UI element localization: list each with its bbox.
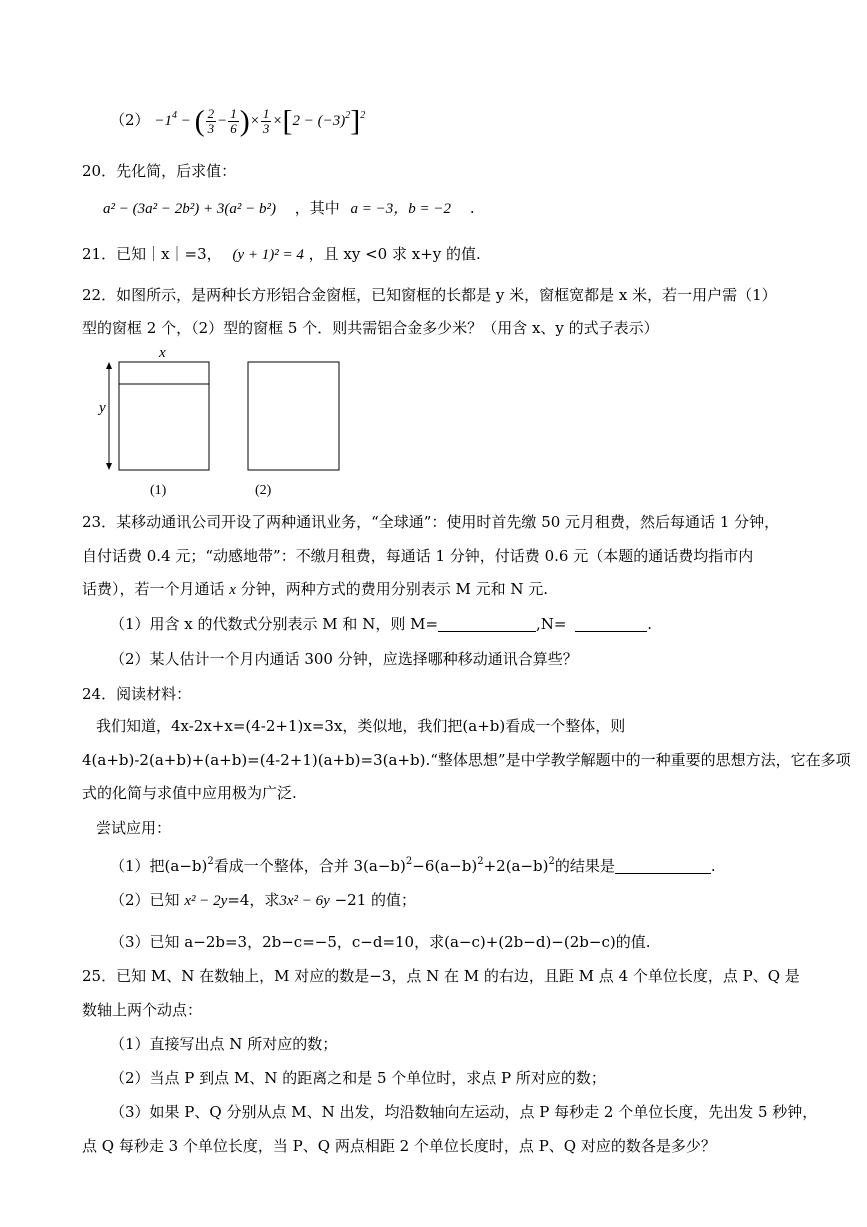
q24-sub2-expr2: 3x² − 6y bbox=[279, 893, 330, 909]
q23-line2: 自付话费 0.4 元；“动感地带”：不缴月租费，每通话 1 分钟，付话费 0.6 元（本题的通话费均指市内 bbox=[82, 547, 754, 565]
answer-blank-q24[interactable] bbox=[615, 857, 711, 874]
q23-sub1-text: （1）用含 x 的代数式分别表示 M 和 N，则 M= bbox=[110, 615, 439, 633]
arrow-down-icon bbox=[106, 463, 112, 470]
q24-para3: 式的化简与求值中应用极为广泛. bbox=[82, 784, 297, 802]
q25-line2: 数轴上两个动点： bbox=[82, 1001, 203, 1019]
exponent: 2 bbox=[207, 856, 214, 867]
q19-expression bbox=[154, 104, 366, 138]
q20-expression-line bbox=[103, 198, 475, 219]
q23-variable-x: x bbox=[229, 582, 236, 598]
denominator: 3 bbox=[207, 121, 215, 137]
exponent: 2 bbox=[345, 110, 351, 121]
frame-2-outline bbox=[248, 362, 339, 470]
window-frame-figure bbox=[95, 342, 355, 502]
q23-sub1-N-label: ,N= bbox=[536, 615, 567, 633]
q24-sub2-text-b: =4，求 bbox=[227, 891, 280, 909]
label-y: y bbox=[99, 400, 106, 416]
q20-expression: a² − (3a² − 2b²) + 3(a² − b²) bbox=[103, 201, 276, 217]
q25-sub3-b: 点 Q 每秒走 3 个单位长度，当 P、Q 两点相距 2 个单位长度时，点 P、Q 对应的数各是多少？ bbox=[82, 1137, 716, 1155]
q20-title: 20．先化简，后求值： bbox=[82, 162, 237, 180]
q23-sub2: （2）某人估计一个月内通话 300 分钟，应选择哪种移动通讯合算些？ bbox=[110, 650, 578, 668]
term-minus-one: −1 bbox=[154, 113, 172, 129]
q24-sub1-text-c: −6(a−b) bbox=[412, 857, 478, 875]
label-x: x bbox=[159, 345, 166, 361]
fraction bbox=[228, 107, 239, 136]
caption-2: (2) bbox=[255, 483, 272, 498]
q20-condition: a = −3，b = −2 bbox=[350, 201, 452, 217]
q24-sub1-text-e: 的结果是 bbox=[554, 857, 615, 875]
q20-period: . bbox=[469, 199, 475, 217]
exponent: 2 bbox=[405, 856, 413, 867]
numerator: 1 bbox=[262, 106, 270, 122]
right-bracket: ] bbox=[350, 104, 361, 138]
operator: × bbox=[272, 113, 283, 129]
exponent: 2 bbox=[477, 856, 484, 867]
inner-expression: 2 − (−3) bbox=[292, 113, 346, 129]
q24-sub2-text-a: （2）已知 bbox=[110, 891, 180, 909]
q21-equation: (y + 1)² = 4 bbox=[232, 247, 304, 263]
q24-title: 24．阅读材料： bbox=[82, 685, 192, 703]
q24-sub1-text-b: 看成一个整体，合并 3(a−b) bbox=[213, 857, 406, 875]
q24-sub1-text-d: +2(a−b) bbox=[483, 857, 549, 875]
q25-sub2: （2）当点 P 到点 M、N 的距离之和是 5 个单位时，求点 P 所对应的数； bbox=[110, 1069, 606, 1087]
q24-sub3: （3）已知 a−2b=3，2b−c=−5，c−d=10，求(a−c)+(2b−d)−(2b−c)的值. bbox=[110, 933, 651, 951]
arrow-up-icon bbox=[106, 362, 112, 369]
right-paren: ) bbox=[239, 104, 250, 138]
q25-sub3-a: （3）如果 P、Q 分别从点 M、N 出发，均沿数轴向左运动，点 P 每秒走 2 个单位长度，先出发 5 秒钟， bbox=[110, 1103, 818, 1121]
denominator: 6 bbox=[230, 121, 237, 137]
q24-para2: 4(a+b)-2(a+b)+(a+b)=(4-2+1)(a+b)=3(a+b).“整体思想”是中学教学解题中的一种重要的思想方法，它在多项 bbox=[82, 751, 851, 769]
exponent: 2 bbox=[548, 856, 555, 867]
q19-part2 bbox=[110, 96, 365, 136]
left-bracket: [ bbox=[282, 104, 293, 138]
q24-try: 尝试应用： bbox=[96, 819, 172, 837]
q21-text-1: 21．已知｜x｜=3， bbox=[82, 245, 222, 263]
numerator: 1 bbox=[230, 106, 237, 122]
answer-blank-M[interactable] bbox=[438, 615, 536, 632]
answer-blank-N[interactable] bbox=[575, 615, 647, 632]
fraction bbox=[206, 107, 217, 136]
q23-line3-text-b: 分钟，两种方式的费用分别表示 M 元和 N 元. bbox=[235, 580, 549, 598]
operator: − bbox=[217, 113, 228, 129]
q21-line bbox=[82, 244, 481, 265]
q19-part2-label: （2） bbox=[110, 111, 150, 129]
q25-line1: 25．已知 M、N 在数轴上，M 对应的数是−3，点 N 在 M 的右边，且距 M 点 4 个单位长度，点 P、Q 是 bbox=[82, 967, 800, 985]
q21-text-2: ，且 xy <0 求 x+y 的值. bbox=[308, 245, 481, 263]
exponent: 4 bbox=[171, 110, 177, 121]
q23-line3-text-a: 话费），若一个月通话 bbox=[82, 580, 230, 598]
q24-sub1-period: . bbox=[710, 857, 716, 875]
q23-sub1-period: . bbox=[647, 615, 653, 633]
q23-line1: 23．某移动通讯公司开设了两种通讯业务，“全球通”：使用时首先缴 50 元月租费，然后每通话 1 分钟， bbox=[82, 513, 780, 531]
exponent: 2 bbox=[360, 110, 366, 121]
q22-line1: 22．如图所示，是两种长方形铝合金窗框，已知窗框的长都是 y 米，窗框宽都是 x 米，若一用户需（1） bbox=[82, 286, 777, 304]
left-paren: ( bbox=[194, 104, 205, 138]
q23-line3 bbox=[82, 579, 548, 600]
q24-para1: 我们知道，4x-2x+x=(4-2+1)x=3x，类似地，我们把(a+b)看成一个整体，则 bbox=[96, 717, 626, 735]
q22-line2: 型的窗框 2 个，（2）型的窗框 5 个．则共需铝合金多少米？（用含 x、y 的式子表示） bbox=[82, 319, 659, 337]
q20-where: ，其中 bbox=[294, 199, 340, 217]
q24-sub2 bbox=[110, 890, 416, 911]
frame-1-outline bbox=[119, 362, 209, 470]
q24-sub1 bbox=[110, 852, 716, 876]
denominator: 3 bbox=[262, 121, 270, 137]
fraction bbox=[261, 107, 272, 136]
q25-sub1: （1）直接写出点 N 所对应的数； bbox=[110, 1035, 338, 1053]
q24-sub2-text-c: −21 的值； bbox=[334, 891, 417, 909]
q24-sub2-expr: x² − 2y bbox=[184, 893, 228, 909]
numerator: 2 bbox=[207, 106, 215, 122]
operator: − bbox=[180, 113, 191, 129]
q24-sub1-text-a: （1）把(a−b) bbox=[110, 857, 208, 875]
operator: × bbox=[249, 113, 260, 129]
q23-sub1 bbox=[110, 614, 652, 634]
caption-1: (1) bbox=[150, 483, 167, 498]
